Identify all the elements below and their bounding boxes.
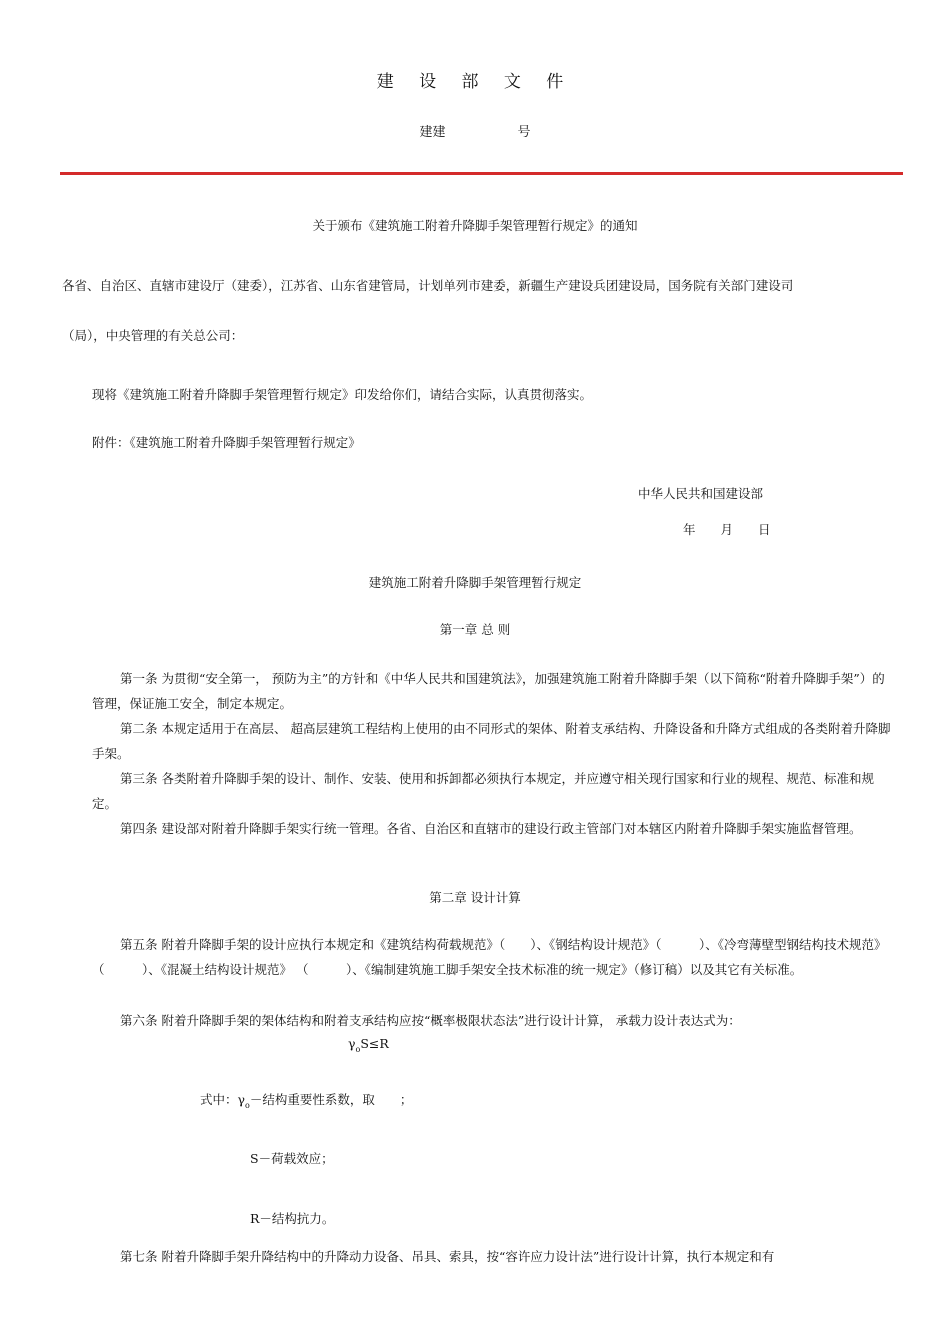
formula-where-gamma	[200, 1090, 412, 1110]
regulation-title: 建筑施工附着升降脚手架管理暂行规定	[368, 575, 582, 590]
notice-attachment: 附件：《建筑施工附着升降脚手架管理暂行规定》	[92, 435, 361, 450]
formula-where-s: S－荷载效应；	[250, 1151, 334, 1166]
document-number	[0, 121, 950, 140]
formula-subscript: o	[355, 1045, 361, 1054]
article-4: 第四条 建设部对附着升降脚手架实行统一管理。各省、自治区和直辖市的建设行政主管部门对本辖区内附着升降脚手架实施监督管理。	[120, 821, 862, 836]
notice-body: 现将《建筑施工附着升降脚手架管理暂行规定》印发给你们，请结合实际，认真贯彻落实。	[92, 387, 593, 402]
article-6: 第六条 附着升降脚手架的架体结构和附着支承结构应按“概率极限状态法”进行设计计算， 承载力设计表达式为：	[120, 1013, 741, 1028]
article-7: 第七条 附着升降脚手架升降结构中的升降动力设备、吊具、索具，按“容许应力设计法”进行设计计算，执行本规定和有	[120, 1249, 775, 1264]
doc-number-suffix: 号	[517, 125, 531, 140]
red-divider-line	[60, 172, 903, 175]
article-2: 第二条 本规定适用于在高层、 超高层建筑工程结构上使用的由不同形式的架体、附着支承结构、升降设备和升降方式组成的各类附着升降脚手架。	[92, 721, 891, 761]
design-formula	[348, 1036, 389, 1054]
formula-where-r: R－结构抗力。	[250, 1211, 335, 1226]
issuer-name: 中华人民共和国建设部	[638, 486, 764, 501]
document-header-title: 建 设 部 文 件	[376, 72, 574, 92]
issue-date: 年 月 日	[683, 522, 771, 537]
article-3: 第三条 各类附着升降脚手架的设计、制作、安装、使用和拆卸都必须执行本规定，并应遵守相关现行国家和行业的规程、规范、标准和规定。	[92, 771, 874, 811]
chapter-1-title: 第一章 总 则	[439, 622, 511, 637]
formula-gamma: γ	[348, 1036, 356, 1051]
where-prefix: 式中：γ	[200, 1092, 245, 1107]
article-1: 第一条 为贯彻“安全第一， 预防为主”的方针和《中华人民共和国建筑法》，加强建筑施工附着升降脚手架（以下简称“附着升降脚手架”）的管理，保证施工安全，制定本规定。	[92, 671, 885, 711]
article-5: 第五条 附着升降脚手架的设计应执行本规定和《建筑结构荷载规范》（ ）、《钢结构设计规范》（ ）、《冷弯薄壁型钢结构技术规范》 （ ）、《混凝土结构设计规范》 （ ）、《编制建筑施工脚手架安全技术标准的统一规定》（修订稿）以及其它有关标准。	[92, 937, 887, 977]
where-rest: －结构重要性系数，取 ；	[249, 1092, 413, 1107]
recipients-line-2: （局），中央管理的有关总公司：	[62, 328, 244, 343]
formula-rest: S≤R	[360, 1036, 389, 1051]
where-subscript: o	[244, 1101, 250, 1110]
doc-number-prefix: 建建	[419, 125, 446, 140]
chapter-2-title: 第二章 设计计算	[429, 890, 521, 905]
recipients-line-1: 各省、自治区、直辖市建设厅（建委），江苏省、山东省建管局，计划单列市建委，新疆生产建设兵团建设局，国务院有关部门建设司	[62, 278, 794, 293]
notice-title: 关于颁布《建筑施工附着升降脚手架管理暂行规定》的通知	[312, 218, 638, 233]
